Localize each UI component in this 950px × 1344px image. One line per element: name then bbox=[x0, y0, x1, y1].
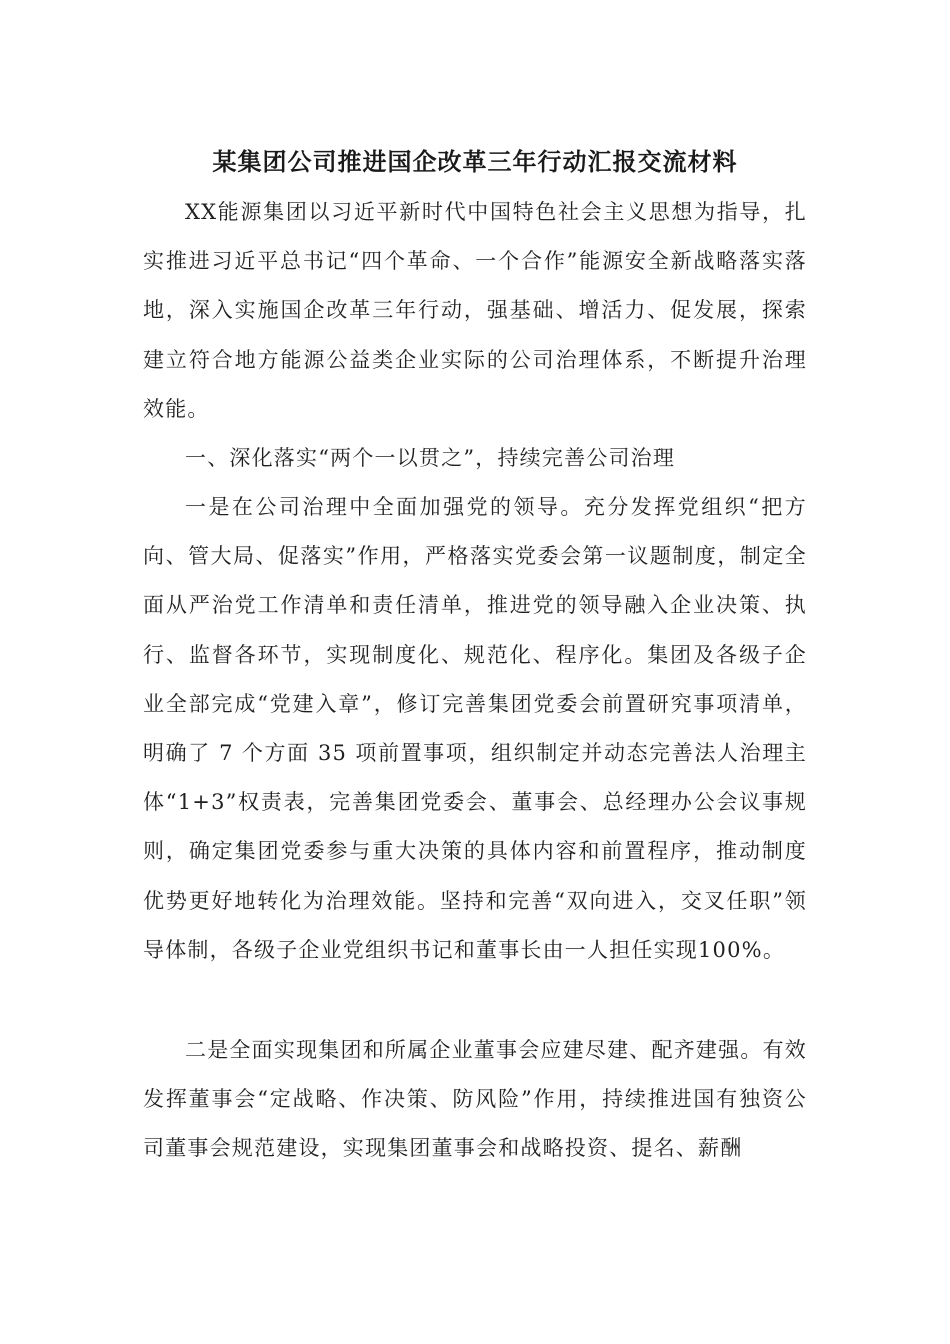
intro-paragraph: XX能源集团以习近平新时代中国特色社会主义思想为指导，扎实推进习近平总书记“四个革命、一个合作”能源安全新战略落实落地，深入实施国企改革三年行动，强基础、增活力、促发展，探索建立符合地方能源公益类企业实际的公司治理体系，不断提升治理效能。 bbox=[143, 200, 807, 421]
paragraph-2-block bbox=[143, 1026, 807, 1174]
paragraph-2: 二是全面实现集团和所属企业董事会应建尽建、配齐建强。有效发挥董事会“定战略、作决策、防风险”作用，持续推进国有独资公司董事会规范建设，实现集团董事会和战略投资、提名、薪酬 bbox=[143, 1038, 807, 1161]
paragraph-1-block bbox=[143, 483, 807, 975]
section-1-heading: 一、深化落实“两个一以贯之”，持续完善公司治理 bbox=[185, 446, 676, 470]
paragraph-1: 一是在公司治理中全面加强党的领导。充分发挥党组织“把方向、管大局、促落实”作用，严格落实党委会第一议题制度，制定全面从严治党工作清单和责任清单，推进党的领导融入企业决策、执行、监督各环节，实现制度化、规范化、程序化。集团及各级子企业全部完成“党建入章”，修订完善集团党委会前置研究事项清单，明确了 7 个方面 35 项前置事项，组织制定并动态完善法人治理主体“1+3”权责表，完善集团党委会、董事会、总经理办公会议事规则，确定集团党委参与重大决策的具体内容和前置程序，推动制度优势更好地转化为治理效能。坚持和完善“双向进入，交叉任职”领导体制，各级子企业党组织书记和董事长由一人担任实现100%。 bbox=[143, 495, 807, 962]
section-1-block bbox=[143, 434, 807, 483]
document-title: 某集团公司推进国企改革三年行动汇报交流材料 bbox=[212, 147, 738, 176]
intro-block bbox=[143, 188, 807, 434]
